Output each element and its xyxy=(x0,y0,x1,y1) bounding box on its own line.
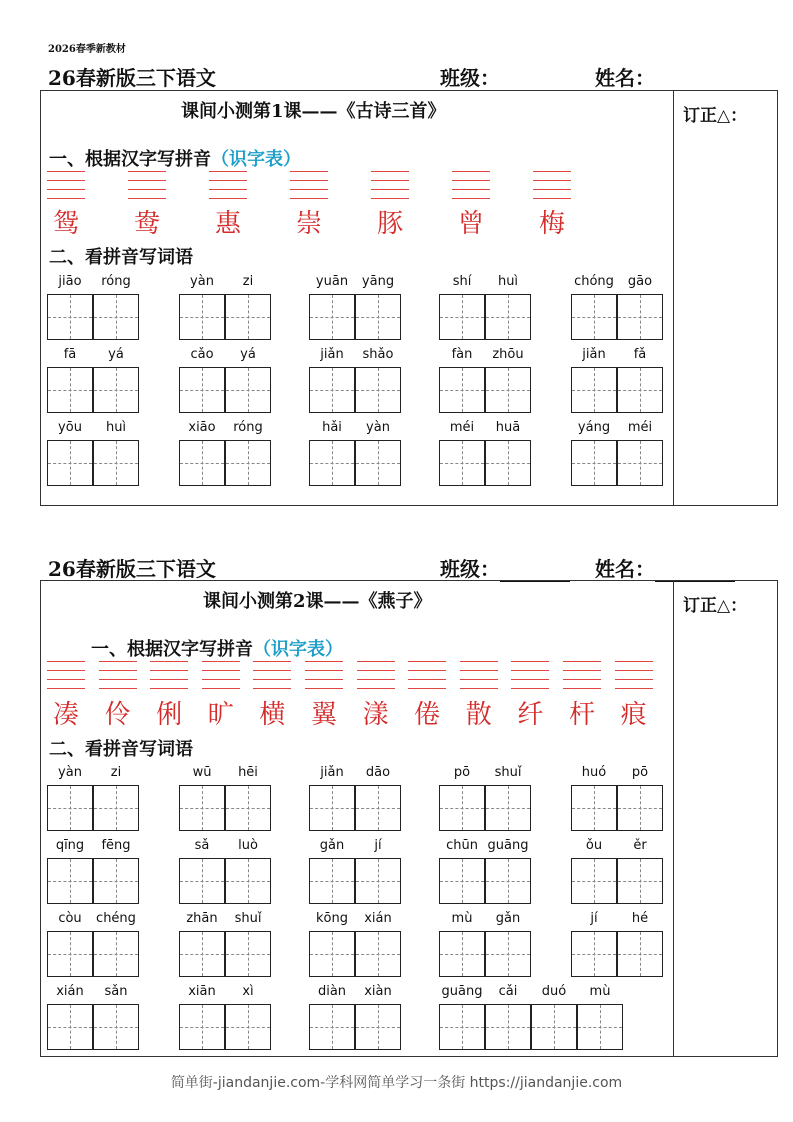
tianzige-box[interactable] xyxy=(571,294,617,340)
tianzige-box[interactable] xyxy=(355,931,401,977)
tianzige-box[interactable] xyxy=(179,1004,225,1050)
char-4: 旷 xyxy=(207,700,234,730)
tianzige-box[interactable] xyxy=(93,294,139,340)
tianzige-box[interactable] xyxy=(309,858,355,904)
pinyin-label: kōng xyxy=(316,911,348,926)
pinyin-label: yuān xyxy=(315,274,349,289)
name-field xyxy=(595,62,735,91)
tianzige-box[interactable] xyxy=(617,858,663,904)
tianzige-box[interactable] xyxy=(617,440,663,486)
pinyin-label: qīng xyxy=(55,838,85,853)
tianzige-box[interactable] xyxy=(225,785,271,831)
pinyin-label: méi xyxy=(627,420,653,435)
pinyin-writing-lines[interactable] xyxy=(47,171,85,201)
pinyin-label: chéng xyxy=(96,911,136,926)
tianzige-box[interactable] xyxy=(485,1004,531,1050)
tianzige-box[interactable] xyxy=(225,1004,271,1050)
pinyin-label: huì xyxy=(497,274,519,289)
name-field-2 xyxy=(595,553,735,582)
char-7: 漾 xyxy=(362,700,389,730)
quiz1-title: 课间小测第1课——《古诗三首》 xyxy=(181,101,446,122)
pinyin-label: mù xyxy=(451,911,473,926)
quiz1-section1-suffix: （识字表） xyxy=(211,149,301,170)
pinyin-label: yáng xyxy=(577,420,611,435)
tianzige-box[interactable] xyxy=(309,1004,355,1050)
char-6: 曾 xyxy=(457,209,484,239)
tianzige-box[interactable] xyxy=(179,858,225,904)
quiz2-divider xyxy=(673,581,674,1056)
char-1: 凑 xyxy=(52,700,79,730)
pinyin-label: xián xyxy=(364,911,392,926)
pinyin-label: pō xyxy=(631,765,649,780)
tianzige-box[interactable] xyxy=(179,785,225,831)
tianzige-box[interactable] xyxy=(309,785,355,831)
header2-title: 26春新版三下语文 xyxy=(48,557,216,581)
tianzige-box[interactable] xyxy=(577,1004,623,1050)
char-11: 杆 xyxy=(568,700,595,730)
pinyin-label: hé xyxy=(631,911,649,926)
name-label: 姓名： xyxy=(595,66,655,90)
pinyin-writing-lines[interactable] xyxy=(99,661,137,691)
tianzige-box[interactable] xyxy=(309,294,355,340)
char-1: 鸳 xyxy=(52,209,79,239)
char-12: 痕 xyxy=(620,700,647,730)
quiz1-correction: 订正△： xyxy=(683,106,748,126)
tianzige-box[interactable] xyxy=(93,367,139,413)
pinyin-writing-lines[interactable] xyxy=(371,171,409,201)
pinyin-label: yá xyxy=(240,347,256,362)
quiz2-section1 xyxy=(91,635,343,661)
pinyin-label: fā xyxy=(63,347,77,362)
pinyin-label: xián xyxy=(56,984,84,999)
pinyin-writing-lines[interactable] xyxy=(290,171,328,201)
class-field-2 xyxy=(440,553,570,582)
tianzige-box[interactable] xyxy=(571,440,617,486)
quiz1-section2-title: 二、看拼音写词语 xyxy=(49,247,193,268)
char-7: 梅 xyxy=(538,209,565,239)
tianzige-box[interactable] xyxy=(485,858,531,904)
tianzige-box[interactable] xyxy=(93,785,139,831)
pinyin-label: cǎi xyxy=(498,984,518,999)
pinyin-label: ǒu xyxy=(585,838,603,853)
tianzige-box[interactable] xyxy=(439,785,485,831)
tianzige-box[interactable] xyxy=(225,858,271,904)
tianzige-box[interactable] xyxy=(47,440,93,486)
pinyin-label: gǎn xyxy=(319,838,345,853)
pinyin-label: gāo xyxy=(627,274,653,289)
pinyin-label: zhōu xyxy=(492,347,524,362)
pinyin-label: chóng xyxy=(574,274,614,289)
char-10: 纤 xyxy=(517,700,544,730)
tianzige-box[interactable] xyxy=(571,858,617,904)
pinyin-label: fàn xyxy=(451,347,473,362)
class-label-2: 班级： xyxy=(440,557,500,581)
quiz2-panel xyxy=(40,580,778,1057)
pinyin-label: sǎ xyxy=(194,838,210,853)
class-field xyxy=(440,62,570,91)
tianzige-box[interactable] xyxy=(309,440,355,486)
char-4: 崇 xyxy=(295,209,322,239)
pinyin-label: diàn xyxy=(317,984,347,999)
tianzige-box[interactable] xyxy=(571,367,617,413)
tianzige-box[interactable] xyxy=(93,1004,139,1050)
pinyin-writing-lines[interactable] xyxy=(253,661,291,691)
pinyin-label: huó xyxy=(581,765,607,780)
pinyin-label: hēi xyxy=(238,765,258,780)
pinyin-label: yàn xyxy=(366,420,390,435)
pinyin-label: guāng xyxy=(441,984,483,999)
pinyin-label: luò xyxy=(238,838,258,853)
char-8: 倦 xyxy=(414,700,441,730)
pinyin-label: yāng xyxy=(361,274,395,289)
quiz1-divider xyxy=(673,91,674,505)
tianzige-box[interactable] xyxy=(439,931,485,977)
pinyin-writing-lines[interactable] xyxy=(533,171,571,201)
pinyin-label: duó xyxy=(541,984,567,999)
tianzige-box[interactable] xyxy=(47,294,93,340)
tianzige-box[interactable] xyxy=(225,294,271,340)
tianzige-box[interactable] xyxy=(93,931,139,977)
name-blank[interactable] xyxy=(655,72,735,91)
pinyin-writing-lines[interactable] xyxy=(209,171,247,201)
pinyin-label: chūn xyxy=(446,838,478,853)
pinyin-label: shuǐ xyxy=(494,765,522,780)
pinyin-label: huā xyxy=(495,420,521,435)
tianzige-box[interactable] xyxy=(309,367,355,413)
pinyin-label: yá xyxy=(108,347,124,362)
quiz2-title: 课间小测第2课——《燕子》 xyxy=(203,591,432,612)
header-title: 26春新版三下语文 xyxy=(48,66,216,90)
pinyin-label: jiǎn xyxy=(320,347,344,362)
pinyin-label: róng xyxy=(101,274,131,289)
tianzige-box[interactable] xyxy=(485,931,531,977)
tianzige-box[interactable] xyxy=(225,440,271,486)
tianzige-box[interactable] xyxy=(225,367,271,413)
pinyin-label: wū xyxy=(192,765,212,780)
quiz2-correction: 订正△： xyxy=(683,596,748,616)
tianzige-box[interactable] xyxy=(355,294,401,340)
tianzige-box[interactable] xyxy=(355,785,401,831)
class-label: 班级： xyxy=(440,66,500,90)
tianzige-box[interactable] xyxy=(47,858,93,904)
pinyin-label: jiǎn xyxy=(582,347,606,362)
pinyin-writing-lines[interactable] xyxy=(452,171,490,201)
pinyin-label: zi xyxy=(110,765,122,780)
char-3: 惠 xyxy=(214,209,241,239)
tianzige-box[interactable] xyxy=(571,931,617,977)
tianzige-box[interactable] xyxy=(485,294,531,340)
pinyin-label: zhān xyxy=(186,911,218,926)
tianzige-box[interactable] xyxy=(179,440,225,486)
tianzige-box[interactable] xyxy=(355,367,401,413)
pinyin-label: fēng xyxy=(101,838,131,853)
char-6: 翼 xyxy=(310,700,337,730)
tianzige-box[interactable] xyxy=(485,367,531,413)
pinyin-writing-lines[interactable] xyxy=(150,661,188,691)
pinyin-label: gǎn xyxy=(495,911,521,926)
quiz2-section1-title: 一、根据汉字写拼音 xyxy=(91,639,253,660)
pinyin-writing-lines[interactable] xyxy=(615,661,653,691)
tianzige-box[interactable] xyxy=(485,440,531,486)
tianzige-box[interactable] xyxy=(355,440,401,486)
tianzige-box[interactable] xyxy=(617,931,663,977)
quiz1-section1 xyxy=(49,145,301,171)
pinyin-label: jí xyxy=(374,838,382,853)
pinyin-label: jiāo xyxy=(58,274,82,289)
tianzige-box[interactable] xyxy=(617,785,663,831)
pinyin-label: huì xyxy=(105,420,127,435)
class-blank[interactable] xyxy=(500,72,570,91)
tianzige-box[interactable] xyxy=(47,1004,93,1050)
pinyin-label: pō xyxy=(453,765,471,780)
pinyin-writing-lines[interactable] xyxy=(202,661,240,691)
pinyin-label: jí xyxy=(590,911,598,926)
tianzige-box[interactable] xyxy=(47,931,93,977)
pinyin-label: zi xyxy=(242,274,254,289)
tianzige-box[interactable] xyxy=(439,367,485,413)
char-3: 俐 xyxy=(156,700,183,730)
char-5: 横 xyxy=(259,700,286,730)
tianzige-box[interactable] xyxy=(439,294,485,340)
char-5: 豚 xyxy=(376,209,403,239)
pinyin-label: róng xyxy=(233,420,263,435)
pinyin-label: xiāo xyxy=(188,420,216,435)
quiz2-section1-suffix: （识字表） xyxy=(253,639,343,660)
pinyin-writing-lines[interactable] xyxy=(128,171,166,201)
tianzige-box[interactable] xyxy=(355,1004,401,1050)
pinyin-label: fǎ xyxy=(633,347,647,362)
tianzige-box[interactable] xyxy=(225,931,271,977)
char-9: 散 xyxy=(465,700,492,730)
pinyin-label: mù xyxy=(589,984,611,999)
pinyin-label: xiān xyxy=(188,984,216,999)
pinyin-label: jiǎn xyxy=(320,765,344,780)
pinyin-writing-lines[interactable] xyxy=(460,661,498,691)
name-label-2: 姓名： xyxy=(595,557,655,581)
quiz2-section2-title: 二、看拼音写词语 xyxy=(49,739,193,760)
tianzige-box[interactable] xyxy=(571,785,617,831)
tianzige-box[interactable] xyxy=(93,858,139,904)
tianzige-box[interactable] xyxy=(439,858,485,904)
pinyin-label: guāng xyxy=(487,838,529,853)
pinyin-writing-lines[interactable] xyxy=(408,661,446,691)
char-2: 鸯 xyxy=(133,209,160,239)
quiz1-section1-title: 一、根据汉字写拼音 xyxy=(49,149,211,170)
pinyin-label: shǎo xyxy=(362,347,394,362)
top-note: 2026春季新教材 xyxy=(48,44,126,55)
pinyin-label: yàn xyxy=(190,274,214,289)
tianzige-box[interactable] xyxy=(47,785,93,831)
pinyin-writing-lines[interactable] xyxy=(511,661,549,691)
pinyin-label: hǎi xyxy=(322,420,342,435)
pinyin-label: yōu xyxy=(58,420,82,435)
pinyin-label: shí xyxy=(452,274,472,289)
tianzige-box[interactable] xyxy=(617,294,663,340)
pinyin-label: méi xyxy=(449,420,475,435)
pinyin-writing-lines[interactable] xyxy=(305,661,343,691)
tianzige-box[interactable] xyxy=(47,367,93,413)
pinyin-label: ěr xyxy=(633,838,647,853)
pinyin-label: xiàn xyxy=(364,984,392,999)
tianzige-box[interactable] xyxy=(439,1004,485,1050)
pinyin-label: shuǐ xyxy=(234,911,262,926)
tianzige-box[interactable] xyxy=(179,931,225,977)
pinyin-label: xì xyxy=(242,984,254,999)
pinyin-label: yàn xyxy=(58,765,82,780)
tianzige-box[interactable] xyxy=(355,858,401,904)
tianzige-box[interactable] xyxy=(179,367,225,413)
footer-text: 简单街-jiandanjie.com-学科网简单学习一条街 https://jiandanjie.com xyxy=(170,1075,623,1091)
tianzige-box[interactable] xyxy=(309,931,355,977)
tianzige-box[interactable] xyxy=(179,294,225,340)
tianzige-box[interactable] xyxy=(439,440,485,486)
pinyin-label: cǎo xyxy=(190,347,214,362)
pinyin-writing-lines[interactable] xyxy=(357,661,395,691)
pinyin-writing-lines[interactable] xyxy=(47,661,85,691)
tianzige-box[interactable] xyxy=(93,440,139,486)
pinyin-label: dāo xyxy=(365,765,391,780)
quiz1-panel xyxy=(40,90,778,506)
pinyin-label: còu xyxy=(58,911,82,926)
pinyin-writing-lines[interactable] xyxy=(563,661,601,691)
pinyin-label: sǎn xyxy=(104,984,128,999)
char-2: 伶 xyxy=(104,700,131,730)
tianzige-box[interactable] xyxy=(485,785,531,831)
tianzige-box[interactable] xyxy=(617,367,663,413)
tianzige-box[interactable] xyxy=(531,1004,577,1050)
